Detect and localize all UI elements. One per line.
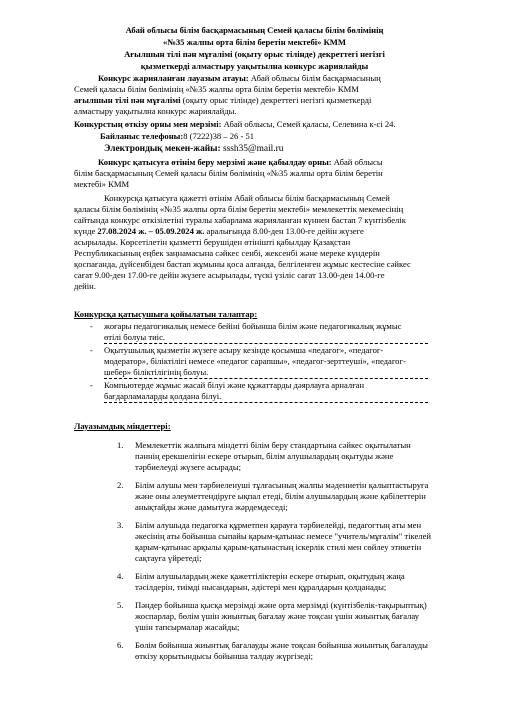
deadline-line-1: Конкурс қатысуға өтінім беру мерзімі және қабылдау орны: Абай облысы [98,157,383,167]
duty-4-line-1: Білім алушылардың жеке қажеттіліктерін ескере отырып, оқытудың жаңа [135,571,405,581]
email-address[interactable]: sssh35@mail.ru [220,144,284,154]
requirement-2-line-2: модератор», біліктілігі немесе «педагог сарапшы», «педагог-зерттеуші», «педагог- [104,356,406,366]
announcement-line-2: Семей қаласы білім бөлімінің «№35 жалпы орта білім беретін мектебі» КММ [74,84,359,94]
details-line-7: қоспағанда, дүйсенбіден бастап жұмыны қоса алғанда, белгіленген жұмыс кестесіне сәйкес [74,259,411,269]
details-line-4: күнде 27.08.2024 ж. – 05.09.2024 ж. аралығында 8.00-ден 13.00-ге дейін жүзеге [74,226,364,236]
requirement-3-line-2: бағдарламаларды қолдана білуі. [104,391,222,401]
phone-number: 8 (7222)38 – 26 - 51 [183,131,255,141]
announcement-line-4: алмастыру уақытылна конкурс жариялайды. [74,106,237,116]
announcement-line-1: Конкурс жарияланған лауазым атауы: Абай облысы білім басқармасының [98,73,381,83]
deadline-line-3: мектебі» КММ [74,179,130,189]
location-label: Конкурстың өткізу орны мен мерзімі: [74,119,222,129]
deadline-line-2: білім басқармасының Семей қаласы білім бөлімінің «№35 жалпы орта білім беретін [74,168,383,178]
details-line-9: дейін. [74,281,96,291]
header-line-2: «№35 жалпы орта білім беретін мектебі» КММ [162,37,347,47]
header-line-1: Абай облысы білім басқармасының Семей қаласы білім бөлімінің [125,25,384,35]
duty-3-line-3: қарым-қатынас арқылы қарым-қатынастың іскерлік стилі мен сөйлеу этикетін [135,542,422,552]
duty-4-line-2: тәсілдерін, тиімді нысандарын, әдістері мен құралдарын қолданады; [135,582,387,592]
phone-line [100,131,254,142]
duty-6-number: 6. [117,640,124,650]
duty-3-line-1: Білім алушыда педагогка құрметпен қарауға тәрбиелейді, педагогтың аты мен [135,520,422,530]
requirement-2-dash: - [90,345,93,355]
requirement-2-line-3: шебер» біліктілігінің болуы. [104,367,209,377]
requirement-1-underline [104,343,428,344]
email-line [104,144,283,155]
requirement-1-line-1: жоғары педагогикалық немесе бейіні бойынша білім және педагогикалық жұмыс [104,321,402,331]
requirements-heading: Конкурсқа қатысушыға қойылатын талаптар: [74,309,258,319]
duty-6-line-1: Бөлім бойынша жиынтық бағалауды және тоқсан бойынша жиынтық бағалауды [135,640,428,650]
header-line-3: Ағылшын тілі пән мұғалімі (оқыту орыс тілінде) декреттегі негізгі [124,49,385,59]
announcement-line-3: ағылшын тілі пән мұғалімі (оқыту орыс тілінде) декреттегі негізгі қызметкерді [74,95,372,105]
details-line-5: асырылады. Көрсетілетін қызметті берушіден өтінішті қабылдау Қазақстан [74,237,351,247]
requirement-3-dash: - [90,380,93,390]
phone-label: Байланыс телефоны: [100,131,184,141]
position-label: Конкурс жарияланған лауазым атауы: [98,73,249,83]
details-line-1: Конкурсқа қатысуға қажетті өтінім Абай облысы білім басқармасының Семей [104,193,390,203]
duty-5-line-3: үшін тапсырмалар жасайды; [135,622,240,632]
header-line-4: қызметкерді алмастыру уақытылна конкурс жариялайды [140,61,369,71]
duty-4-number: 4. [117,571,124,581]
duty-3-line-2: әкесінің аты бойынша сыпайы қарым-қатынас немесе "учитель/мұғалім" тікелей [135,531,431,541]
duty-5-line-1: Пәндер бойынша қысқа мерзімді және орта мерзімді (күнтізбелік-тақырыптық) [135,600,427,610]
deadline-label: Конкурс қатысуға өтінім беру мерзімі және қабылдау орны: [98,157,332,167]
application-dates: 27.08.2024 ж. – 05.09.2024 ж. [97,226,205,236]
duties-heading: Лауазымдық міндеттері: [74,421,171,431]
duty-1-line-3: тәрбиелеуді жүзеге асырады; [135,462,242,472]
location-line: Конкурстың өткізу орны мен мерзімі: Абай облысы, Семей қаласы, Селевина к-сі 24. [74,119,396,129]
requirement-2-underline [104,378,428,379]
duty-3-line-4: сақтауға үйретеді; [135,553,202,563]
details-line-6: Республикасының еңбек заңнамасына сәйкес сенбі, жексенбі және мереке күндерін [74,248,380,258]
details-line-2: қаласы білім бөлімінің «№35 жалпы орта білім беретін мектебі» мемлекеттік мекемесінің [74,204,404,214]
duty-2-line-1: Білім алушы мен тәрбиеленуші тұлғасының жалпы мәдениетін қалыптастыруға [135,480,429,490]
duty-1-line-1: Мемлекеттік жалпыға міндетті білім беру стандартына сәйкес оқытылатын [135,440,411,450]
requirement-3-line-1: Компьютерде жұмыс жасай білуі және құжаттарды дәярлауға арналған [104,380,365,390]
duty-6-line-2: өткізу қорытындысы бойынша талдау жүргізеді; [135,651,313,661]
duty-5-line-2: жоспарлар, бөлім үшін жиынтық бағалау және тоқсан үшін жиынтық бағалау [135,611,420,621]
position-title: ағылшын тілі пән мұғалімі [74,95,181,105]
details-line-3: сайтында конкурс өткізілетіні туралы хабарлама жарияланған күннен бастап 7 күнтізбелік [74,215,406,225]
requirement-2-line-1: Оқытушылық қызметін жүзеге асыру кезінде қосымша «педагог», «педагог- [104,345,384,355]
requirement-1-dash: - [90,321,93,331]
details-line-8: сағат 9.00-ден 17.00-ге дейін жүзеге асырылады, түскі үзіліс сағат 13.00-ден 14.00-ге [74,270,385,280]
duty-1-number: 1. [117,440,124,450]
email-label: Электрондық мекен-жайы: [104,144,221,154]
duty-3-number: 3. [117,520,124,530]
requirement-1-line-2: өтілі болуы тиіс. [104,332,166,342]
duty-2-line-2: және оны әлеуметтендіруге ықпал етеді, білім алушылардың және қабілеттерін [135,491,426,501]
duty-2-number: 2. [117,480,124,490]
duty-2-line-3: анықтайды және дамытуға жәрдемдеседі; [135,502,288,512]
duty-1-line-2: пәннің ерекшелігін ескере отырып, білім алушылардың оқытуды және [135,451,394,461]
requirement-3-underline [104,402,428,403]
duty-5-number: 5. [117,600,124,610]
